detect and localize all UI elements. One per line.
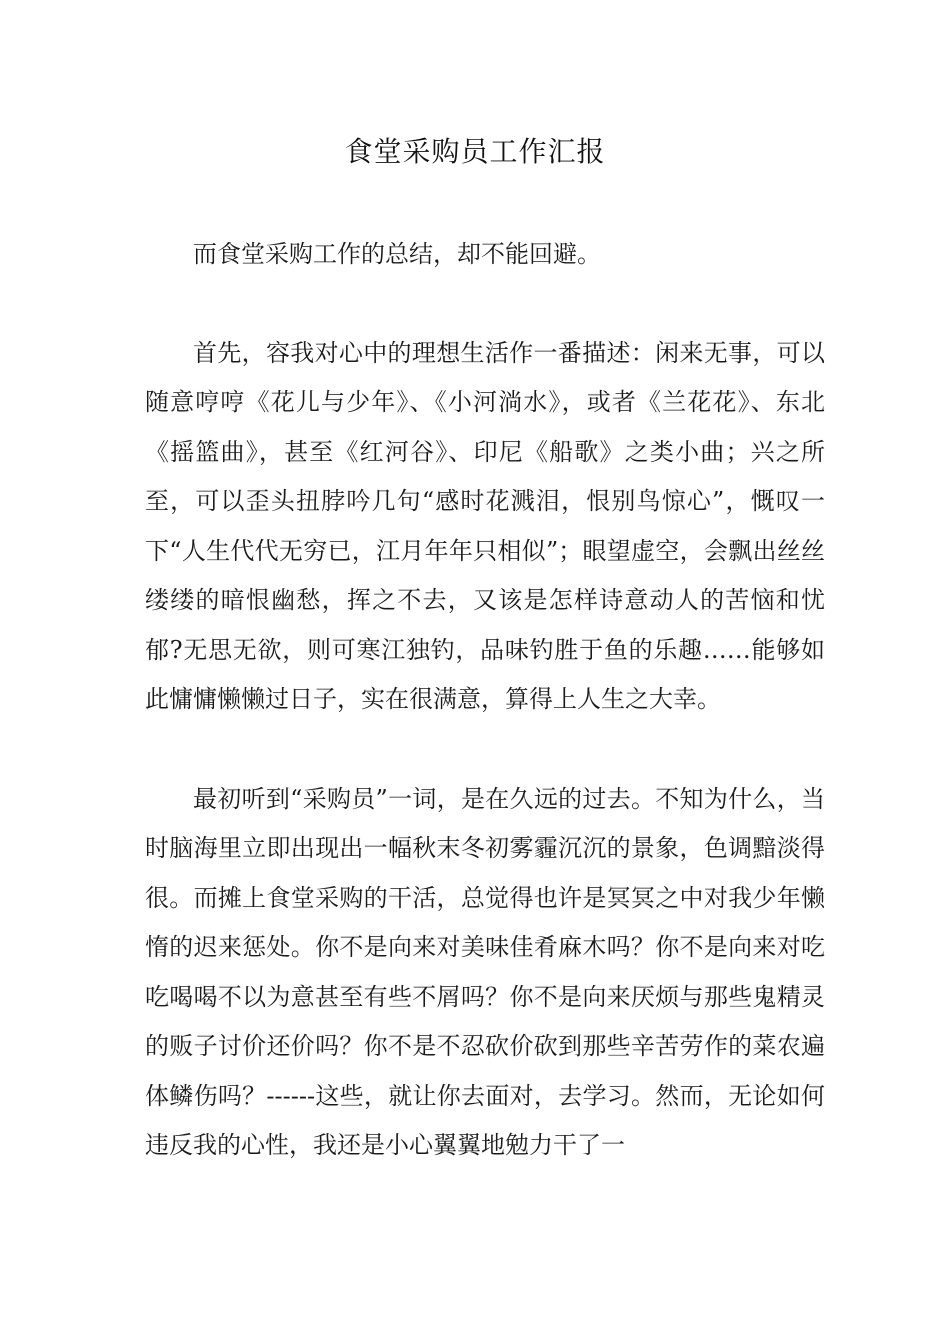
paragraph-1: 而食堂采购工作的总结，却不能回避。	[193, 240, 601, 268]
document-body	[145, 230, 825, 1171]
document-title: 食堂采购员工作汇报	[344, 135, 606, 168]
paragraph-3: 最初听到“采购员”一词，是在久远的过去。不知为什么，当时脑海里立即出现出一幅秋末冬初雾霾沉沉的景象，色调黯淡得很。而摊上食堂采购的干活，总觉得也许是冥冥之中对我少年懒惰的迟来惩处。你不是向来对美味佳肴麻木吗？你不是向来对吃吃喝喝不以为意甚至有些不屑吗？你不是向来厌烦与那些鬼精灵的贩子讨价还价吗？你不是不忍砍价砍到那些辛苦劳作的菜农遍体鳞伤吗？------这些，就让你去面对，去学习。然而，无论如何违反我的心性，我还是小心翼翼地勉力干了一	[145, 784, 825, 1159]
paragraph-2: 首先，容我对心中的理想生活作一番描述：闲来无事，可以随意哼哼《花儿与少年》、《小河淌水》，或者《兰花花》、东北《摇篮曲》，甚至《红河谷》、印尼《船歌》之类小曲；兴之所至，可以歪头扭脖吟几句“感时花溅泪，恨别鸟惊心”，慨叹一下“人生代代无穷已，江月年年只相似”；眼望虚空，会飘出丝丝缕缕的暗恨幽愁，挥之不去，又该是怎样诗意动人的苦恼和忧郁?无思无欲，则可寒江独钓，品味钓胜于鱼的乐趣……能够如此慵慵懒懒过日子，实在很满意，算得上人生之大幸。	[145, 338, 825, 713]
